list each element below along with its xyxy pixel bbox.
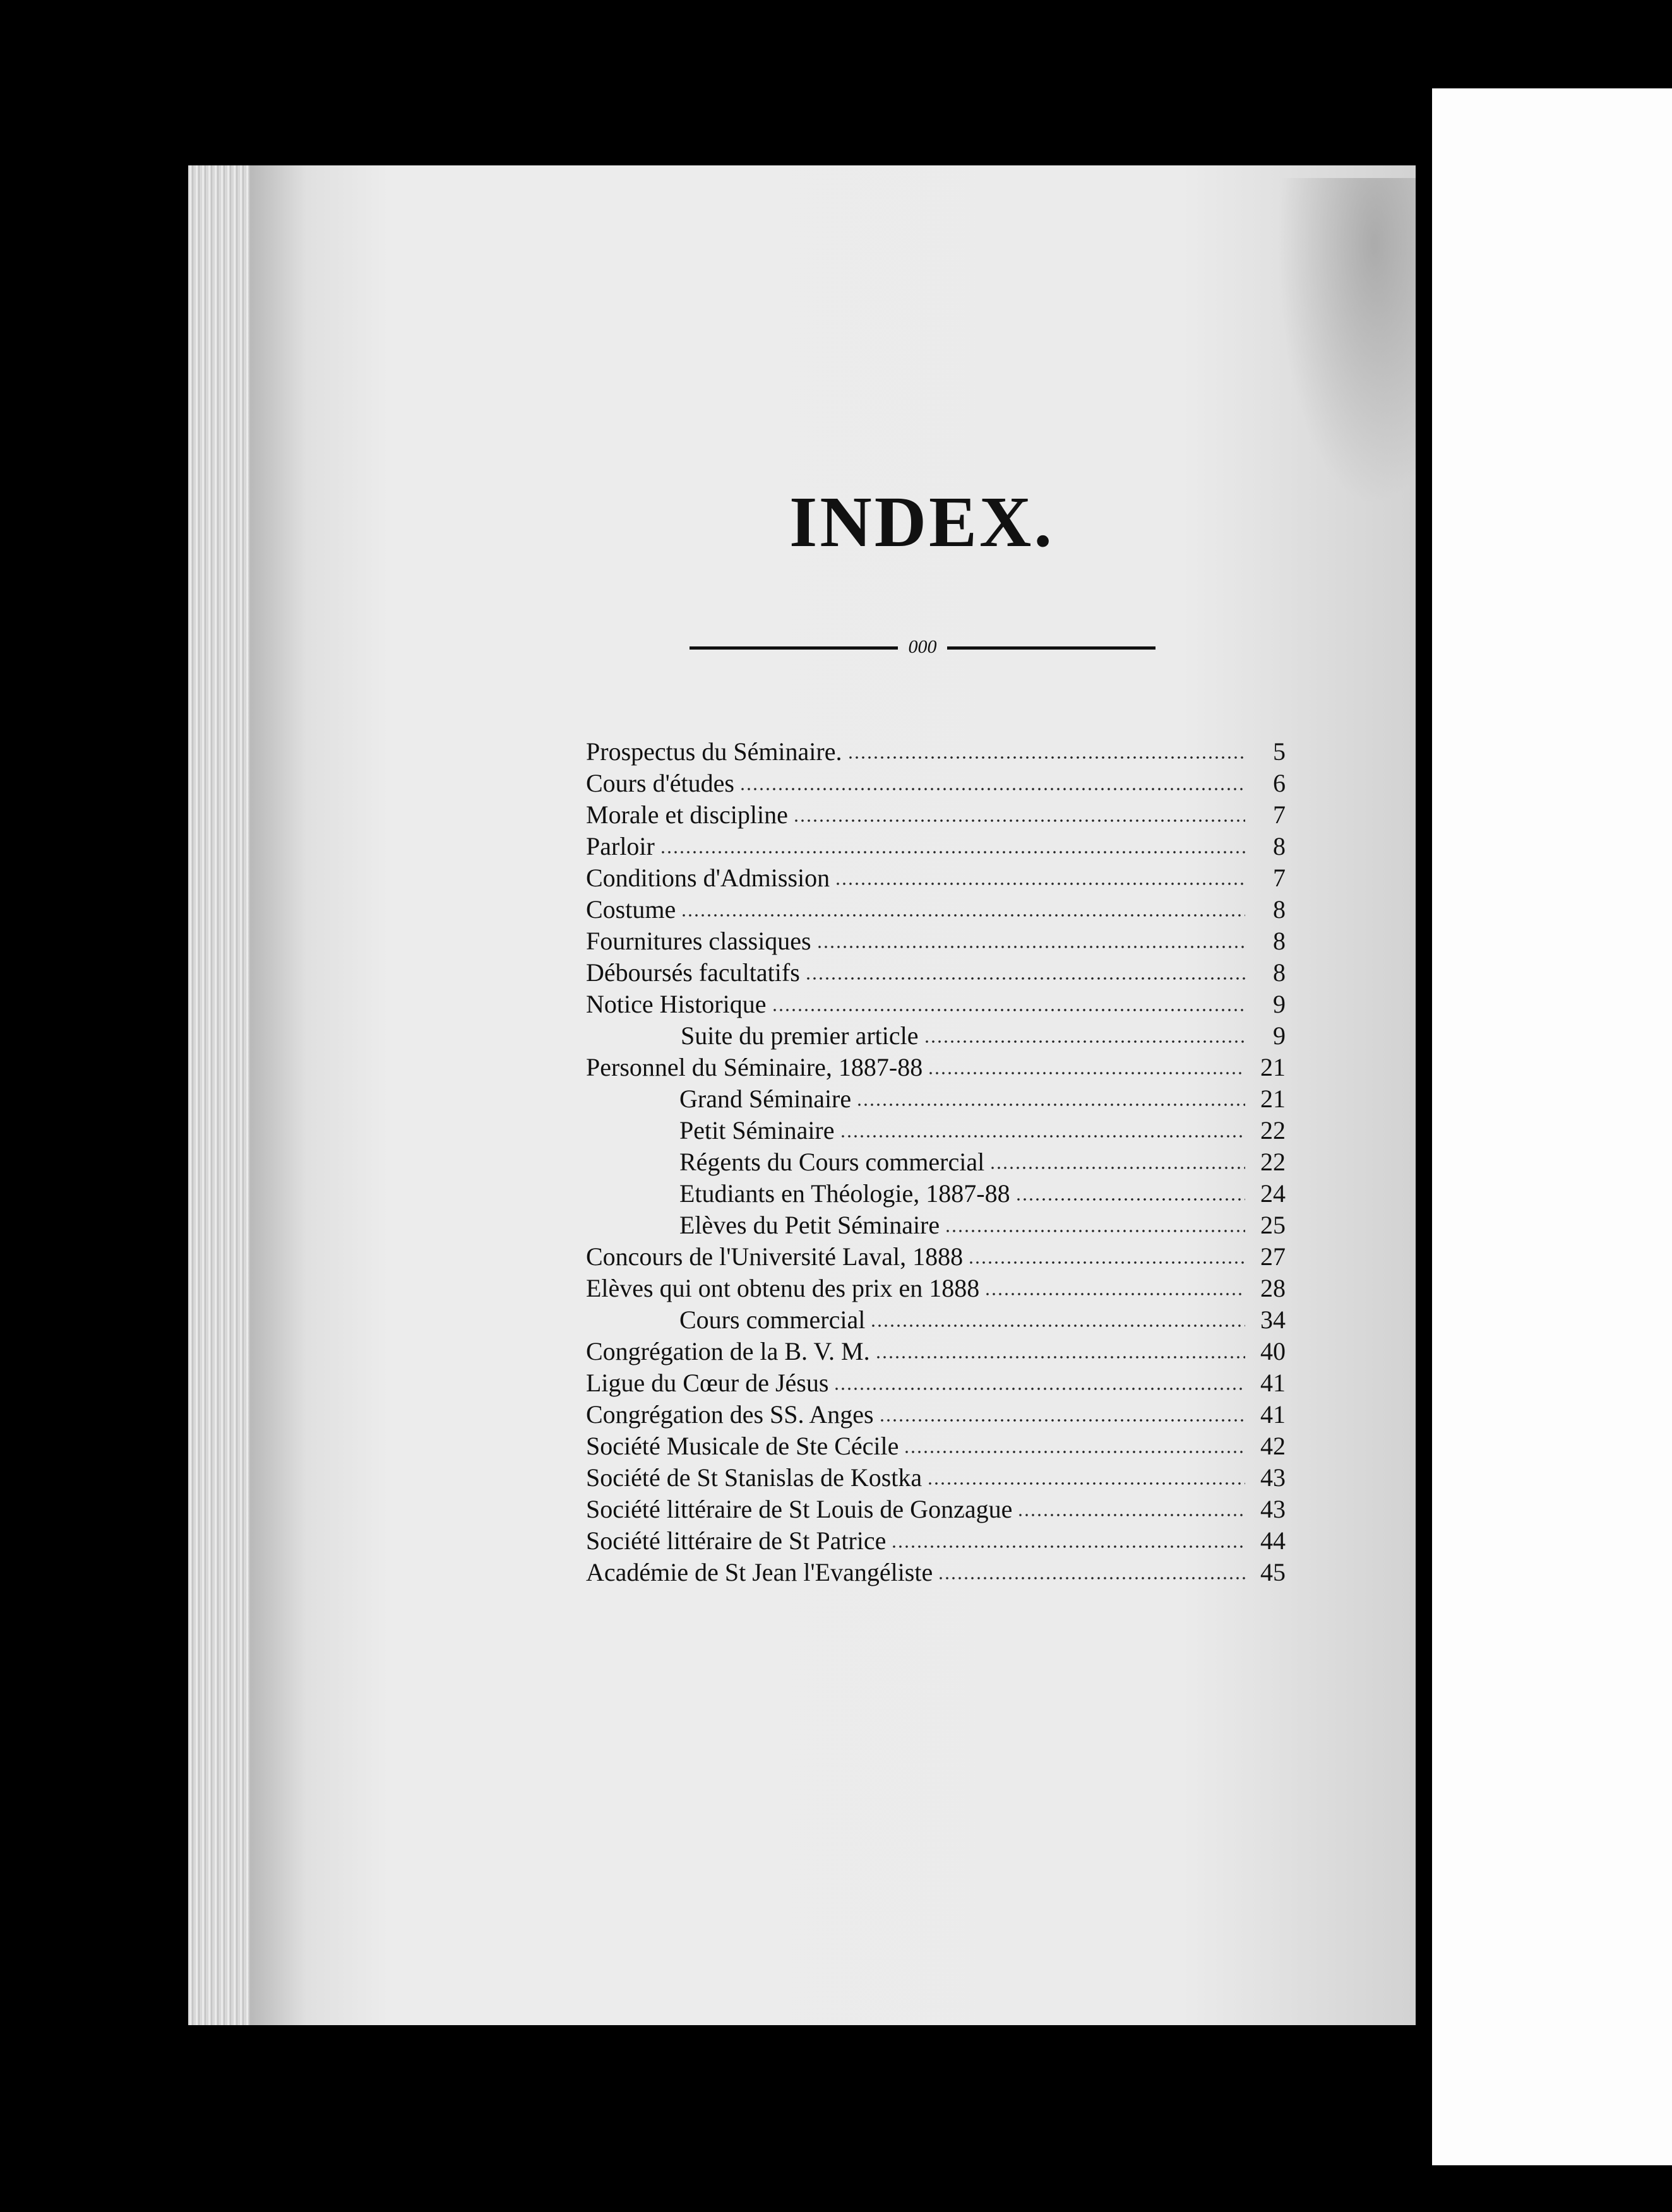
dot-leader: [739, 788, 1245, 790]
index-entry: [586, 1115, 1286, 1146]
index-entry-label: Congrégation des SS. Anges: [586, 1400, 874, 1429]
index-entry-page-number: 22: [1260, 1148, 1286, 1176]
index-entry-page-number: 41: [1260, 1369, 1286, 1397]
index-entry-page-number: 21: [1260, 1085, 1286, 1113]
index-entry-label: Académie de St Jean l'Evangéliste: [586, 1558, 933, 1586]
dot-leader: [681, 914, 1245, 917]
dot-leader: [870, 1324, 1245, 1327]
index-entry-page-number: 44: [1260, 1526, 1286, 1555]
index-entry-label: Société Musicale de Ste Cécile: [586, 1432, 899, 1460]
index-entry-page-number: 43: [1260, 1495, 1286, 1523]
index-entry-page-number: 43: [1260, 1463, 1286, 1492]
index-entry-page-number: 45: [1260, 1558, 1286, 1586]
index-entry-page-number: 8: [1273, 895, 1286, 924]
index-entry-label: Suite du premier article: [681, 1021, 919, 1050]
dot-leader: [840, 1135, 1245, 1138]
index-entry-label: Déboursés facultatifs: [586, 958, 800, 987]
dot-leader: [879, 1419, 1245, 1422]
index-entry-page-number: 41: [1260, 1400, 1286, 1429]
index-entry: [586, 1020, 1286, 1052]
index-entry: [586, 1178, 1286, 1210]
index-entry-label: Prospectus du Séminaire.: [586, 737, 842, 766]
index-entry-label: Société littéraire de St Patrice: [586, 1526, 887, 1555]
index-entry: [586, 831, 1286, 862]
dot-leader: [793, 819, 1245, 822]
index-entry-page-number: 28: [1260, 1274, 1286, 1302]
dot-leader: [1017, 1514, 1245, 1516]
index-entry-label: Elèves qui ont obtenu des prix en 1888: [586, 1274, 980, 1302]
index-entry-page-number: 27: [1260, 1242, 1286, 1271]
index-entry-page-number: 24: [1260, 1179, 1286, 1208]
dot-leader: [805, 977, 1245, 980]
index-entry: [586, 1273, 1286, 1304]
index-entry-label: Régents du Cours commercial: [679, 1148, 985, 1176]
index-entry: [586, 1525, 1286, 1557]
dot-leader: [835, 883, 1245, 885]
index-entry: [586, 1083, 1286, 1115]
index-entry-label: Société littéraire de St Louis de Gonzague: [586, 1495, 1013, 1523]
index-entry: [586, 925, 1286, 957]
index-entry-page-number: 22: [1260, 1116, 1286, 1145]
index-entry: [586, 799, 1286, 831]
index-entry: [586, 1146, 1286, 1178]
dot-leader: [1015, 1198, 1245, 1201]
dot-leader: [928, 1072, 1245, 1074]
index-entry-page-number: 6: [1273, 769, 1286, 797]
index-entry-label: Parloir: [586, 832, 655, 860]
dot-leader: [904, 1451, 1245, 1453]
dot-leader: [927, 1482, 1245, 1485]
index-entry: [586, 1304, 1286, 1336]
index-entry-page-number: 7: [1273, 800, 1286, 829]
index-entry: [586, 1210, 1286, 1241]
index-entry-page-number: 9: [1273, 1021, 1286, 1050]
title-ornament-rule: [690, 638, 1155, 657]
page-edges: [188, 165, 251, 2025]
dot-leader: [968, 1261, 1245, 1264]
ornament-line-right: [947, 646, 1155, 650]
dot-leader: [938, 1577, 1245, 1579]
index-entry-label: Conditions d'Admission: [586, 864, 830, 892]
index-title: INDEX.: [789, 482, 1054, 562]
index-entry: [586, 1052, 1286, 1083]
dot-leader: [772, 1009, 1245, 1011]
index-entry: [586, 957, 1286, 989]
dot-leader: [924, 1040, 1245, 1043]
index-entry: [586, 862, 1286, 894]
dot-leader: [875, 1356, 1245, 1359]
index-entry-label: Morale et discipline: [586, 800, 788, 829]
ornament-center: 000: [908, 636, 937, 657]
dot-leader: [984, 1293, 1245, 1295]
index-entry-page-number: 34: [1260, 1305, 1286, 1334]
index-entry-page-number: 25: [1260, 1211, 1286, 1239]
dot-leader: [816, 946, 1245, 948]
index-entry: [586, 1336, 1286, 1367]
index-entry-label: Fournitures classiques: [586, 927, 811, 955]
index-entry-label: Ligue du Cœur de Jésus: [586, 1369, 829, 1397]
index-entry-label: Société de St Stanislas de Kostka: [586, 1463, 923, 1492]
index-entry-page-number: 9: [1273, 990, 1286, 1018]
index-entry: [586, 1399, 1286, 1430]
dot-leader: [660, 851, 1245, 853]
dot-leader: [833, 1388, 1245, 1390]
ornament-line-left: [690, 646, 898, 650]
index-entry: [586, 1367, 1286, 1399]
index-entry: [586, 1462, 1286, 1494]
index-entry-page-number: 40: [1260, 1337, 1286, 1365]
dot-leader: [847, 756, 1245, 759]
index-entry-page-number: 5: [1273, 737, 1286, 766]
index-entry: [586, 989, 1286, 1020]
index-entry-label: Elèves du Petit Séminaire: [679, 1211, 940, 1239]
index-entry-label: Personnel du Séminaire, 1887-88: [586, 1053, 923, 1081]
index-entry-label: Notice Historique: [586, 990, 767, 1018]
index-entry-label: Etudiants en Théologie, 1887-88: [679, 1179, 1010, 1208]
dot-leader: [856, 1103, 1245, 1106]
index-entry: [586, 736, 1286, 768]
index-entry: [586, 1430, 1286, 1462]
index-entry-page-number: 42: [1260, 1432, 1286, 1460]
index-entry-label: Congrégation de la B. V. M.: [586, 1337, 870, 1365]
index-entry-page-number: 8: [1273, 958, 1286, 987]
index-entry-label: Grand Séminaire: [679, 1085, 852, 1113]
index-entry: [586, 1494, 1286, 1525]
index-entry-page-number: 7: [1273, 864, 1286, 892]
index-entry-label: Cours d'études: [586, 769, 734, 797]
index-entry: [586, 1241, 1286, 1273]
index-entry: [586, 1557, 1286, 1588]
index-entry-label: Cours commercial: [679, 1305, 866, 1334]
index-entry-label: Concours de l'Université Laval, 1888: [586, 1242, 964, 1271]
dot-leader: [989, 1167, 1245, 1169]
index-entry: [586, 894, 1286, 925]
index-entry-page-number: 21: [1260, 1053, 1286, 1081]
dot-leader: [945, 1230, 1245, 1232]
index-entries: [586, 736, 1286, 1588]
index-entry: [586, 768, 1286, 799]
index-entry-label: Petit Séminaire: [679, 1116, 835, 1145]
index-entry-page-number: 8: [1273, 832, 1286, 860]
dot-leader: [891, 1545, 1245, 1548]
adjacent-page-strip: [1432, 88, 1672, 2165]
index-entry-label: Costume: [586, 895, 676, 924]
index-entry-page-number: 8: [1273, 927, 1286, 955]
